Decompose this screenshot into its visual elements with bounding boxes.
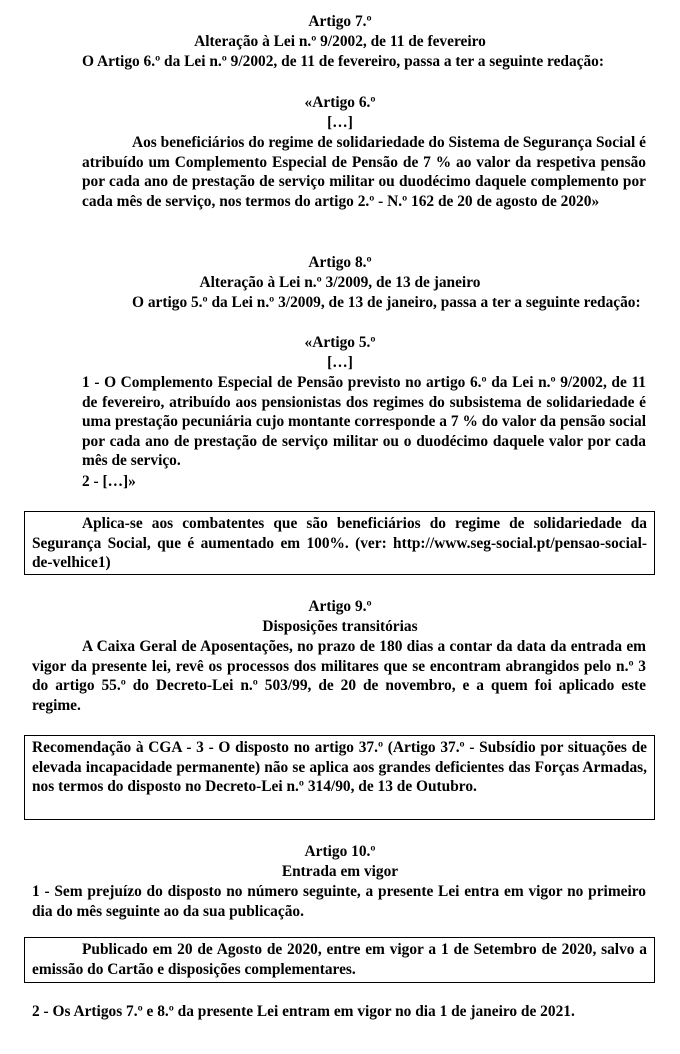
art9-subtitle: Disposições transitórias [262,618,418,635]
art7-body: Aos beneficiários do regime de solidariedade do Sistema de Segurança Social é atribuído um Complemento Especial de Pensão de 7 % ao valor da respetiva pensão por cada ano de prestação de serviço militar ou duodécimo daquele complemento por cada mês de serviço, nos termos do artigo 2.º - N.º 162 de 20 de agosto de 2020» [82,134,646,210]
note2-text: Recomendação à CGA - 3 - O disposto no artigo 37.º (Artigo 37.º - Subsídio por situações de elevada incapacidade permanente) não se aplica aos grandes deficientes das Forças Armadas, nos termos do disposto no Decreto-Lei n.º 314/90, de 13 de Outubro. [32,739,647,796]
art8-subtitle: Alteração à Lei n.º 3/2009, de 13 de janeiro [199,274,481,291]
art8-ellipsis: […] [327,354,353,371]
art7-subtitle: Alteração à Lei n.º 9/2002, de 11 de fevereiro [194,33,486,50]
note1-text: Aplica-se aos combatentes que são beneficiários do regime de solidariedade da Segurança Social, que é aumentado em 100%. (ver: http://www.seg-social.pt/pensao-social-de-velhice1) [32,515,647,572]
art10-item1: 1 - Sem prejuízo do disposto no número seguinte, a presente Lei entra em vigor no primeiro dia do mês seguinte ao da sua publicação. [32,883,646,920]
note3-text: Publicado em 20 de Agosto de 2020, entre em vigor a 1 de Setembro de 2020, salvo a emissão do Cartão e disposições complementares. [32,941,647,978]
note-box-seg-social [24,511,655,575]
art8-item1: 1 - O Complemento Especial de Pensão previsto no artigo 6.º da Lei n.º 9/2002, de 11 de fevereiro, atribuído aos pensionistas dos regimes do subsistema de solidariedade é uma prestação pecuniária cujo montante corresponde a 7 % do valor da pensão social por cada ano de prestação de serviço militar ou o duodécimo daquele valor por cada mês de serviço. [82,374,646,470]
art7-title: Artigo 7.º [308,13,372,30]
art7-ellipsis: […] [327,114,353,131]
art8-title: Artigo 8.º [308,254,372,271]
note-box-cga [24,735,655,820]
note-box-publicacao [24,937,655,983]
art10-subtitle: Entrada em vigor [281,863,399,880]
art8-item2: 2 - […]» [82,473,136,490]
art9-body: A Caixa Geral de Aposentações, no prazo de 180 dias a contar da data da entrada em vigor da presente lei, revê os processos dos militares que se encontram abrangidos pelo n.º 3 do artigo 55.º do Decreto-Lei n.º 503/99, de 20 de novembro, e a quem foi aplicado este regime. [32,638,646,714]
art8-intro: O artigo 5.º da Lei n.º 3/2009, de 13 de janeiro, passa a ter a seguinte redação: [132,294,641,311]
art7-intro: O Artigo 6.º da Lei n.º 9/2002, de 11 de fevereiro, passa a ter a seguinte redação: [82,53,605,70]
art9-title: Artigo 9.º [308,598,372,615]
art8-quote-title: «Artigo 5.º [304,334,376,351]
art10-title: Artigo 10.º [304,843,376,860]
art7-quote-title: «Artigo 6.º [304,94,376,111]
art10-item2: 2 - Os Artigos 7.º e 8.º da presente Lei entram em vigor no dia 1 de janeiro de 2021. [32,1003,575,1020]
